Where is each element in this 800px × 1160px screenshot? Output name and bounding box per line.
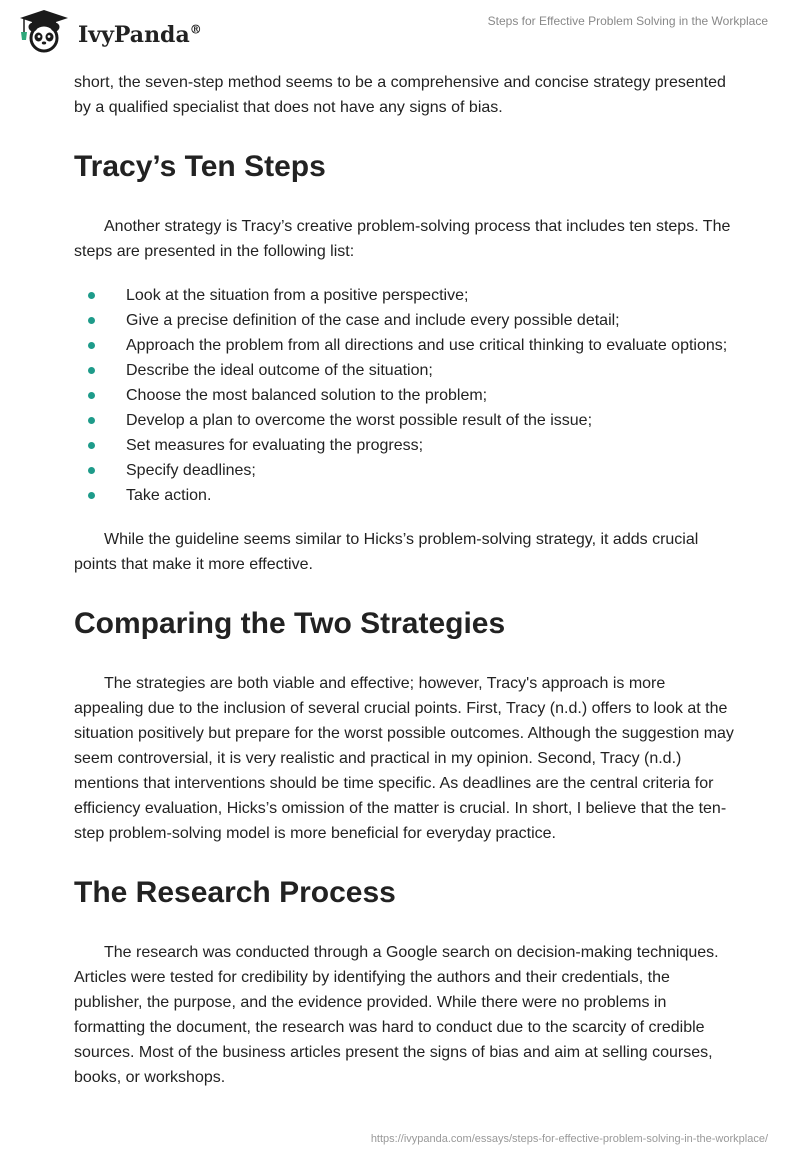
bullet-icon: [88, 317, 95, 324]
tracy-intro-paragraph: Another strategy is Tracy’s creative problem-solving process that includes ten steps. The steps are presented in the following list:: [74, 218, 731, 260]
registered-mark: ®: [189, 22, 202, 37]
list-item: Choose the most balanced solution to the problem;: [74, 383, 734, 408]
bullet-icon: [88, 342, 95, 349]
heading-research-process: The Research Process: [74, 876, 396, 909]
bullet-icon: [88, 392, 95, 399]
list-item: Specify deadlines;: [74, 458, 734, 483]
intro-paragraph: short, the seven-step method seems to be a comprehensive and concise strategy presented by a qualified specialist that does not have any signs of bias.: [74, 74, 726, 116]
tracy-steps-list: [74, 283, 734, 508]
logo[interactable]: [14, 8, 214, 56]
bullet-icon: [88, 292, 95, 299]
bullet-icon: [88, 367, 95, 374]
list-item: Develop a plan to overcome the worst possible result of the issue;: [74, 408, 734, 433]
comparing-paragraph: The strategies are both viable and effective; however, Tracy's approach is more appealing due to the inclusion of several crucial points. First, Tracy (n.d.) offers to look at the situation positively but prepare for the worst possible outcomes. Although the suggestion may seem controversial, it is very realistic and practical in my opinion. Second, Tracy (n.d.) mentions that interventions should be time specific. As deadlines are the central criteria for efficiency evaluation, Hicks’s omission of the matter is crucial. In short, I believe that the ten-step problem-solving model is more beneficial for everyday practice.: [74, 675, 734, 842]
bullet-icon: [88, 492, 95, 499]
tracy-outro-paragraph: While the guideline seems similar to Hicks’s problem-solving strategy, it adds crucial points that make it more effective.: [74, 531, 699, 573]
list-item: Give a precise definition of the case and include every possible detail;: [74, 308, 734, 333]
research-paragraph: The research was conducted through a Google search on decision-making techniques. Articles were tested for credibility by identifying the authors and their credentials, the publisher, the purpose, and the evidence provided. While there were no problems in formatting the document, the research was hard to conduct due to the scarcity of credible sources. Most of the business articles present the signs of bias and aim at selling courses, books, or workshops.: [74, 944, 719, 1086]
page-header: [0, 0, 800, 60]
source-url-link[interactable]: https://ivypanda.com/essays/steps-for-effective-problem-solving-in-the-workplace/: [370, 1133, 768, 1145]
bullet-icon: [88, 417, 95, 424]
heading-comparing-strategies: Comparing the Two Strategies: [74, 607, 506, 640]
list-item: Approach the problem from all directions and use critical thinking to evaluate options;: [74, 333, 734, 358]
list-item: Take action.: [74, 483, 734, 508]
list-item: Describe the ideal outcome of the situation;: [74, 358, 734, 383]
essay-content: [74, 70, 734, 1090]
heading-tracy-ten-steps: Tracy’s Ten Steps: [74, 150, 326, 183]
bullet-icon: [88, 442, 95, 449]
list-item: Look at the situation from a positive perspective;: [74, 283, 734, 308]
list-item: Set measures for evaluating the progress;: [74, 433, 734, 458]
bullet-icon: [88, 467, 95, 474]
logo-text: IvyPanda®: [78, 22, 202, 48]
document-title: Steps for Effective Problem Solving in the Workplace: [487, 14, 768, 28]
